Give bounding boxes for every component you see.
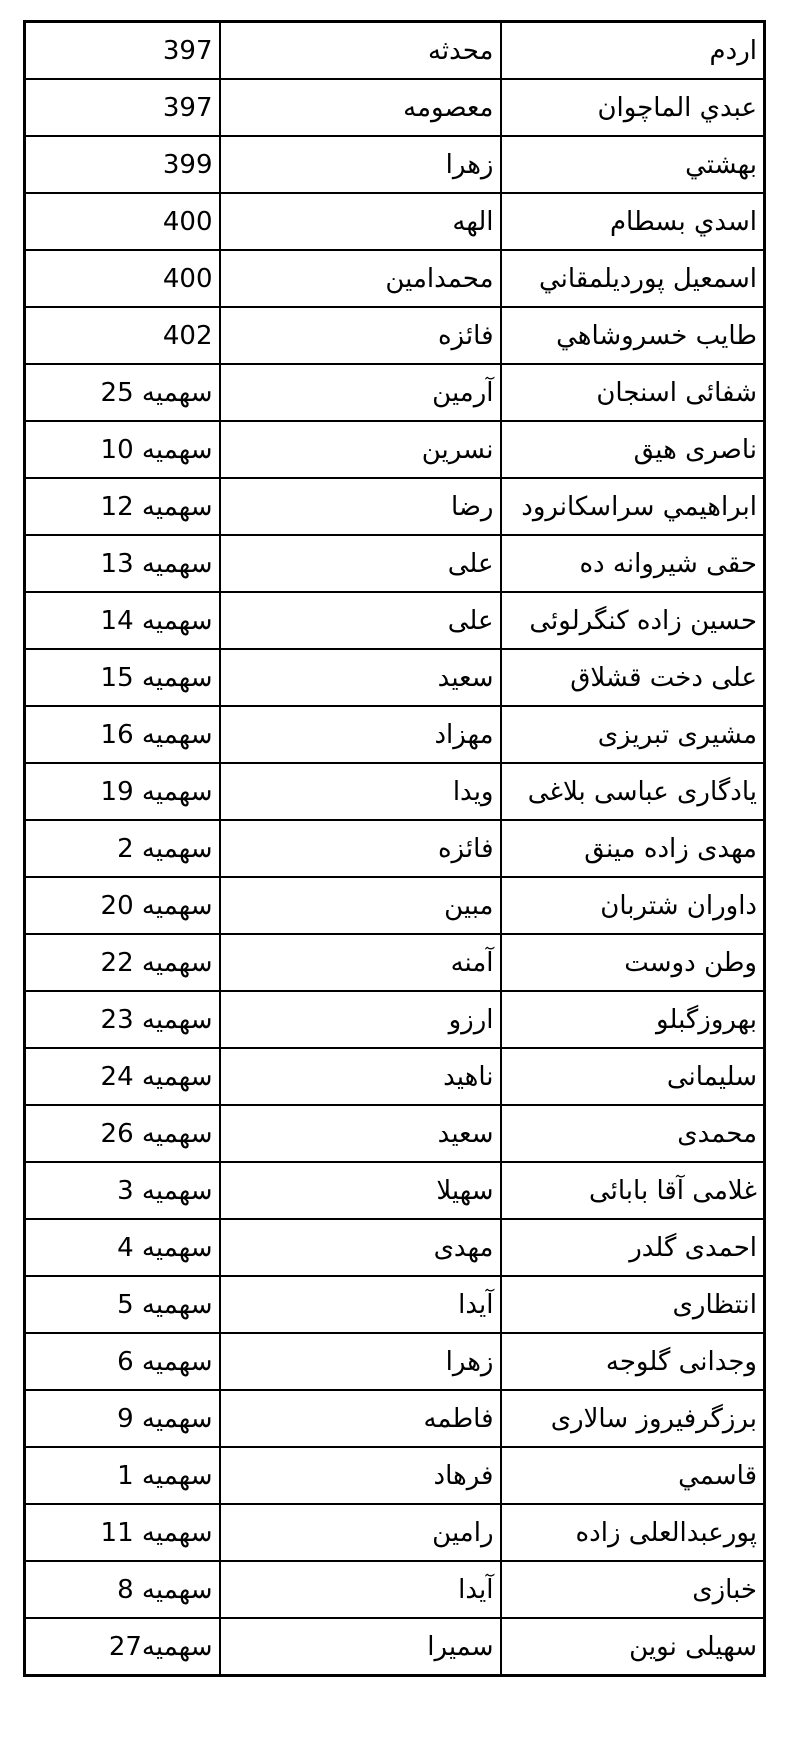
cell-first-name: آمنه	[220, 934, 501, 991]
cell-last-name: محمدی	[501, 1105, 765, 1162]
cell-code: سهمیه 4	[25, 1219, 220, 1276]
cell-code: سهمیه 1	[25, 1447, 220, 1504]
cell-code: سهمیه 6	[25, 1333, 220, 1390]
cell-last-name: عبدي الماچوان	[501, 79, 765, 136]
cell-first-name: مبین	[220, 877, 501, 934]
cell-first-name: ارزو	[220, 991, 501, 1048]
cell-first-name: فرهاد	[220, 1447, 501, 1504]
cell-first-name: زهرا	[220, 136, 501, 193]
table-row	[25, 1219, 765, 1276]
cell-code: سهمیه 3	[25, 1162, 220, 1219]
cell-code: سهمیه 22	[25, 934, 220, 991]
table-row	[25, 706, 765, 763]
cell-code: سهمیه 9	[25, 1390, 220, 1447]
cell-first-name: زهرا	[220, 1333, 501, 1390]
table-row	[25, 649, 765, 706]
table-row	[25, 22, 765, 80]
cell-first-name: محمدامين	[220, 250, 501, 307]
table-row	[25, 820, 765, 877]
roster-table	[23, 20, 766, 1677]
table-row	[25, 1447, 765, 1504]
cell-first-name: سهیلا	[220, 1162, 501, 1219]
cell-code: سهمیه 8	[25, 1561, 220, 1618]
cell-code: سهمیه 26	[25, 1105, 220, 1162]
table-row	[25, 478, 765, 535]
table-row	[25, 1333, 765, 1390]
table-row	[25, 364, 765, 421]
cell-last-name: داوران شتربان	[501, 877, 765, 934]
table-row	[25, 193, 765, 250]
table-row	[25, 1276, 765, 1333]
cell-first-name: سعید	[220, 649, 501, 706]
cell-first-name: فائزه	[220, 307, 501, 364]
cell-code: 397	[25, 22, 220, 80]
cell-last-name: حسین زاده کنگرلوئی	[501, 592, 765, 649]
cell-code: سهمیه 2	[25, 820, 220, 877]
cell-first-name: علی	[220, 535, 501, 592]
cell-first-name: محدثه	[220, 22, 501, 80]
cell-code: سهمیه 10	[25, 421, 220, 478]
cell-last-name: ابراهيمي سراسكانرود	[501, 478, 765, 535]
cell-code: سهمیه 16	[25, 706, 220, 763]
cell-last-name: قاسمي	[501, 1447, 765, 1504]
cell-code: 400	[25, 250, 220, 307]
cell-last-name: برزگرفیروز سالاری	[501, 1390, 765, 1447]
cell-last-name: شفائی اسنجان	[501, 364, 765, 421]
table-row	[25, 250, 765, 307]
cell-code: سهمیه 24	[25, 1048, 220, 1105]
cell-last-name: مهدی زاده مینق	[501, 820, 765, 877]
cell-last-name: بهشتي	[501, 136, 765, 193]
cell-last-name: وجدانی گلوجه	[501, 1333, 765, 1390]
cell-code: سهمیه 13	[25, 535, 220, 592]
cell-last-name: سهیلی نوین	[501, 1618, 765, 1676]
table-row	[25, 307, 765, 364]
table-row	[25, 934, 765, 991]
cell-code: 399	[25, 136, 220, 193]
cell-code: سهمیه 5	[25, 1276, 220, 1333]
cell-first-name: فائزه	[220, 820, 501, 877]
cell-first-name: نسرین	[220, 421, 501, 478]
table-row	[25, 991, 765, 1048]
cell-first-name: الهه	[220, 193, 501, 250]
cell-code: سهمیه27	[25, 1618, 220, 1676]
cell-last-name: علی دخت قشلاق	[501, 649, 765, 706]
cell-last-name: اسدي بسطام	[501, 193, 765, 250]
cell-last-name: یادگاری عباسی بلاغی	[501, 763, 765, 820]
cell-last-name: سلیمانی	[501, 1048, 765, 1105]
cell-first-name: ناهید	[220, 1048, 501, 1105]
cell-first-name: معصومه	[220, 79, 501, 136]
table-row	[25, 877, 765, 934]
cell-code: سهمیه 20	[25, 877, 220, 934]
table-row	[25, 592, 765, 649]
cell-last-name: بهروزگبلو	[501, 991, 765, 1048]
cell-code: 400	[25, 193, 220, 250]
cell-last-name: انتظاری	[501, 1276, 765, 1333]
table-row	[25, 1162, 765, 1219]
table-row	[25, 1048, 765, 1105]
cell-first-name: آیدا	[220, 1561, 501, 1618]
cell-code: سهمیه 25	[25, 364, 220, 421]
table-row	[25, 1561, 765, 1618]
cell-last-name: خبازی	[501, 1561, 765, 1618]
table-row	[25, 1390, 765, 1447]
cell-last-name: ناصری هیق	[501, 421, 765, 478]
cell-last-name: طايب خسروشاهي	[501, 307, 765, 364]
cell-last-name: احمدی گلدر	[501, 1219, 765, 1276]
table-row	[25, 535, 765, 592]
cell-first-name: مهدی	[220, 1219, 501, 1276]
cell-last-name: پورعبدالعلی زاده	[501, 1504, 765, 1561]
cell-last-name: غلامی آقا بابائی	[501, 1162, 765, 1219]
table-row	[25, 1504, 765, 1561]
cell-code: سهمیه 14	[25, 592, 220, 649]
cell-first-name: ویدا	[220, 763, 501, 820]
roster-table-body	[25, 22, 765, 1676]
cell-first-name: سعید	[220, 1105, 501, 1162]
cell-code: 402	[25, 307, 220, 364]
cell-code: سهمیه 12	[25, 478, 220, 535]
cell-first-name: مهزاد	[220, 706, 501, 763]
table-row	[25, 1105, 765, 1162]
cell-last-name: وطن دوست	[501, 934, 765, 991]
table-row	[25, 79, 765, 136]
cell-last-name: اردم	[501, 22, 765, 80]
cell-code: سهمیه 11	[25, 1504, 220, 1561]
cell-first-name: آرمین	[220, 364, 501, 421]
table-row	[25, 136, 765, 193]
cell-last-name: اسمعيل پورديلمقاني	[501, 250, 765, 307]
cell-last-name: حقی شیروانه ده	[501, 535, 765, 592]
cell-code: سهمیه 23	[25, 991, 220, 1048]
cell-code: 397	[25, 79, 220, 136]
cell-first-name: فاطمه	[220, 1390, 501, 1447]
cell-last-name: مشیری تبریزی	[501, 706, 765, 763]
table-row	[25, 421, 765, 478]
table-row	[25, 1618, 765, 1676]
cell-code: سهمیه 19	[25, 763, 220, 820]
cell-code: سهمیه 15	[25, 649, 220, 706]
cell-first-name: علی	[220, 592, 501, 649]
cell-first-name: آیدا	[220, 1276, 501, 1333]
cell-first-name: رامين	[220, 1504, 501, 1561]
table-row	[25, 763, 765, 820]
cell-first-name: رضا	[220, 478, 501, 535]
cell-first-name: سمیرا	[220, 1618, 501, 1676]
